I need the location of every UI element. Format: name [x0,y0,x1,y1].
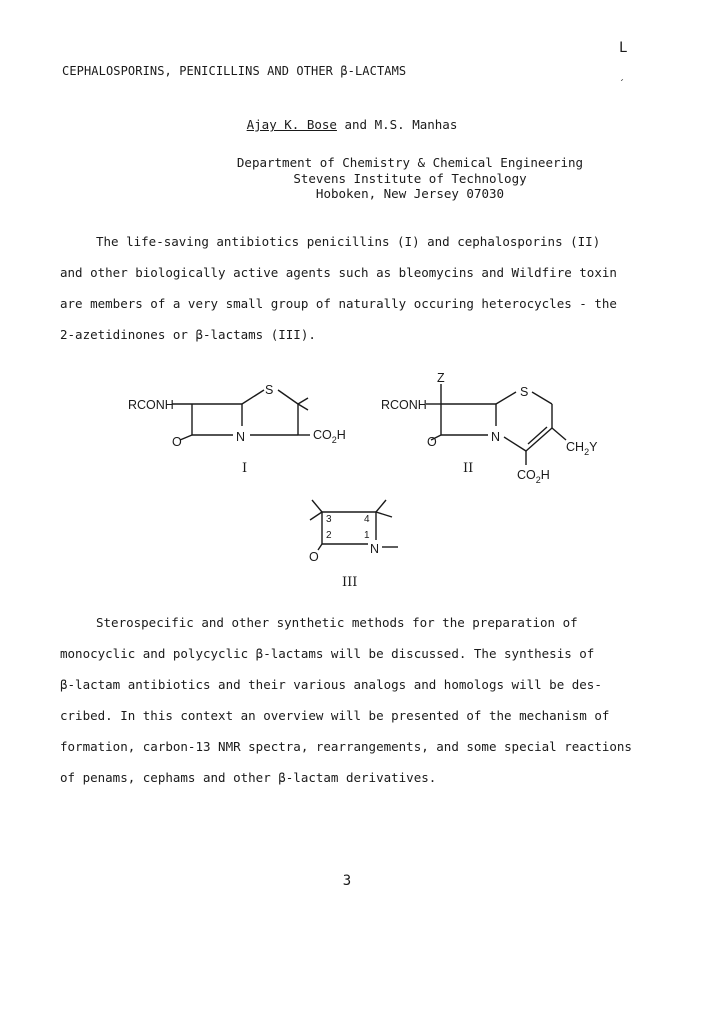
penicillin-rconh: RCONH [128,398,174,412]
page-number: 3 [342,873,352,889]
author-conjunction: and [336,117,375,132]
affiliation-address: Hoboken, New Jersey 07030 [315,186,505,201]
affiliation-department: Department of Chemistry & Chemical Engineering [236,155,584,170]
methods-paragraph [60,607,660,793]
methods-line: of penams, cephams and other β-lactam derivatives. [60,770,437,785]
azetidinone-position-4: 4 [364,514,370,525]
cephalosporin-ch: CH [566,440,585,454]
azetidinone-nitrogen: N [370,542,380,556]
penicillin-co: CO [313,428,332,442]
cephalosporin-label: II [463,461,474,476]
author-bose: Ajay K. Bose [246,117,337,132]
azetidinone-position-3: 3 [326,514,332,525]
intro-line: The life-saving antibiotics penicillins (I) and cephalosporins (II) [96,234,601,249]
author-manhas: M.S. Manhas [374,117,458,132]
intro-line: and other biologically active agents such as bleomycins and Wildfire toxin [60,265,617,280]
penicillin-nitrogen: N [236,430,246,444]
cephalosporin-rconh: RCONH [381,398,427,412]
cephalosporin-nitrogen: N [491,430,501,444]
azetidinone-position-2: 2 [326,530,332,541]
cephalosporin-sulfur: S [520,385,529,399]
cephalosporin-ch2y [566,440,598,457]
corner-tick: ˏ [619,70,626,81]
penicillin-label: I [242,461,248,476]
cephalosporin-structure [426,384,566,465]
penicillin-sulfur: S [265,383,274,397]
cephalosporin-co-sub: 2 [535,475,541,485]
methods-line: Sterospecific and other synthetic methods for the preparation of [96,615,578,630]
intro-line: 2-azetidinones or β-lactams (III). [60,327,316,342]
azetidinone-structure [310,500,398,550]
methods-line: monocyclic and polycyclic β-lactams will be discussed. The synthesis of [60,646,595,661]
penicillin-co-h: H [336,428,346,442]
cephalosporin-oxygen: O [427,435,437,449]
cephalosporin-ch-sub: 2 [584,447,590,457]
affiliation-institute: Stevens Institute of Technology [293,170,527,186]
cephalosporin-carboxyl [517,468,550,485]
cephalosporin-co: CO [517,468,536,482]
running-header: CEPHALOSPORINS, PENICILLINS AND OTHER β-LACTAMS [62,64,407,78]
methods-line: cribed. In this context an overview will be presented of the mechanism of [60,708,610,723]
cephalosporin-co-h: H [540,468,550,482]
penicillin-carboxyl [313,428,346,445]
methods-line: formation, carbon-13 NMR spectra, rearrangements, and some special reactions [60,739,632,754]
cephalosporin-labels [381,371,598,485]
corner-mark: L [619,40,628,56]
penicillin-labels [128,383,346,476]
cephalosporin-z: Z [437,371,445,385]
penicillin-co-sub: 2 [331,435,337,445]
intro-line: are members of a very small group of naturally occuring heterocycles - the [60,296,617,311]
azetidinone-labels [309,514,379,590]
azetidinone-label: III [342,575,358,590]
azetidinone-position-1: 1 [364,530,370,541]
methods-line: β-lactam antibiotics and their various analogs and homologs will be des- [60,677,602,692]
azetidinone-oxygen: O [309,550,319,564]
penicillin-oxygen: O [172,435,182,449]
cephalosporin-ch-y: Y [589,440,598,454]
